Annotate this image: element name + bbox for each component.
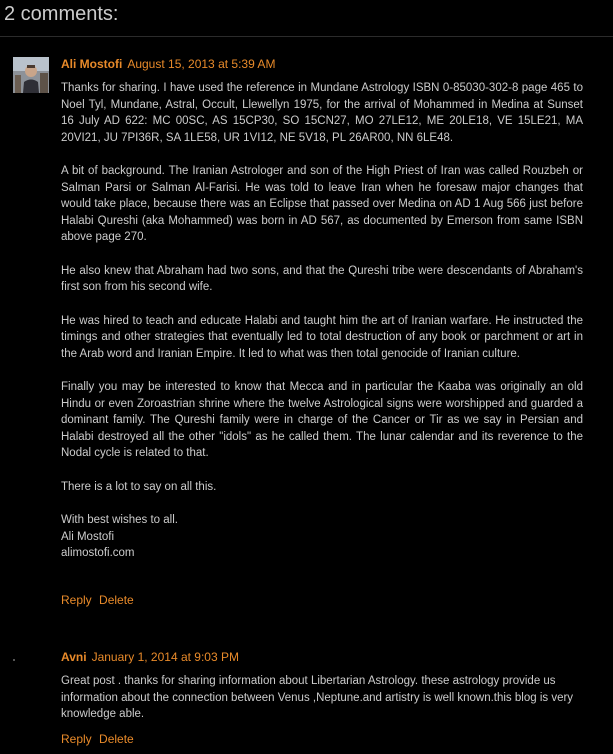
comment-meta [61, 57, 275, 71]
avatar[interactable] [13, 57, 49, 93]
comment-signoff-line: Ali Mostofi [61, 530, 115, 543]
reply-button[interactable]: Reply [61, 732, 92, 746]
comment-paragraph: Thanks for sharing. I have used the reference in Mundane Astrology ISBN 0-85030-302-8 page 465 to Noel Tyl, Mundane, Astral, Occult, Llewellyn 1975, for the arrival of Mohammed in Medina at Sunset 16 July AD 622: MC 00SC, AS 15CP30, SO 15CN27, MO 27LE12, ME 20LE18, VE 15LE21, MA 20VI21, JU 7PI36R, SA 1LE58, UR 1VI12, NE 5V18, PL 26AR00, NN 6LE48. [61, 82, 583, 144]
comment-actions [61, 593, 134, 607]
comment-paragraph: He was hired to teach and educate Halabi and taught him the art of Iranian warfare. He instructed the timings and other strategies that eventually led to total destruction of any book or parchment or art in the Arab word and Iranian Empire. It led to what was then total genocide of Iranian culture. [61, 314, 583, 360]
delete-button[interactable]: Delete [99, 732, 134, 746]
comment-paragraph: A bit of background. The Iranian Astrologer and son of the High Priest of Iran was called Rouzbeh or Salman Parsi or Salman Al-Farisi. He was told to leave Iran when he foresaw major changes that would take place, because there was an Eclipse that passed over Medina on AD 1 Aug 566 just before Halabi Qureshi (aka Mohammed) was born in AD 567, as documented by Emerson from same ISBN above page 270. [61, 165, 583, 243]
comment-paragraph: He also knew that Abraham had two sons, and that the Qureshi tribe were descendants of Abraham's first son from his second wife. [61, 264, 583, 293]
comment-paragraph: There is a lot to say on all this. [61, 480, 217, 493]
comment-signoff-line: alimostofi.com [61, 547, 135, 559]
comment-paragraph: Finally you may be interested to know that Mecca and in particular the Kaaba was originally an old Hindu or even Zoroastrian shrine where the twelve Astrological signs were worshipped and guarded a dominant family. The Qureshi family were in charge of the Cancer or Tir as we say in Persian and Halabi destroyed all the other "idols" as he called them. The lunar calendar and its reverence to the Nodal cycle is related to that. [61, 381, 583, 459]
comment-timestamp-link[interactable]: January 1, 2014 at 9:03 PM [91, 650, 239, 664]
avatar-placeholder-icon [13, 659, 15, 661]
delete-button[interactable]: Delete [99, 593, 134, 607]
comment-author-link[interactable]: Ali Mostofi [61, 57, 123, 71]
reply-button[interactable]: Reply [61, 593, 92, 607]
comment-signoff-line: With best wishes to all. [61, 514, 178, 526]
comment-actions [61, 732, 134, 746]
avatar-photo-icon [13, 57, 49, 93]
comments-heading: 2 comments: [4, 3, 119, 25]
comment-timestamp-link[interactable]: August 15, 2013 at 5:39 AM [127, 57, 276, 71]
comment-author-link[interactable]: Avni [61, 650, 87, 664]
comment-meta [61, 650, 239, 664]
comment-body [61, 673, 583, 723]
comment-body [61, 80, 583, 562]
comments-divider [0, 36, 613, 37]
comment-paragraph: Great post . thanks for sharing information about Libertarian Astrology. these astrology provide us information about the connection between Venus ,Neptune.and artistry is well known.this blog is very knowledge able. [61, 675, 574, 720]
